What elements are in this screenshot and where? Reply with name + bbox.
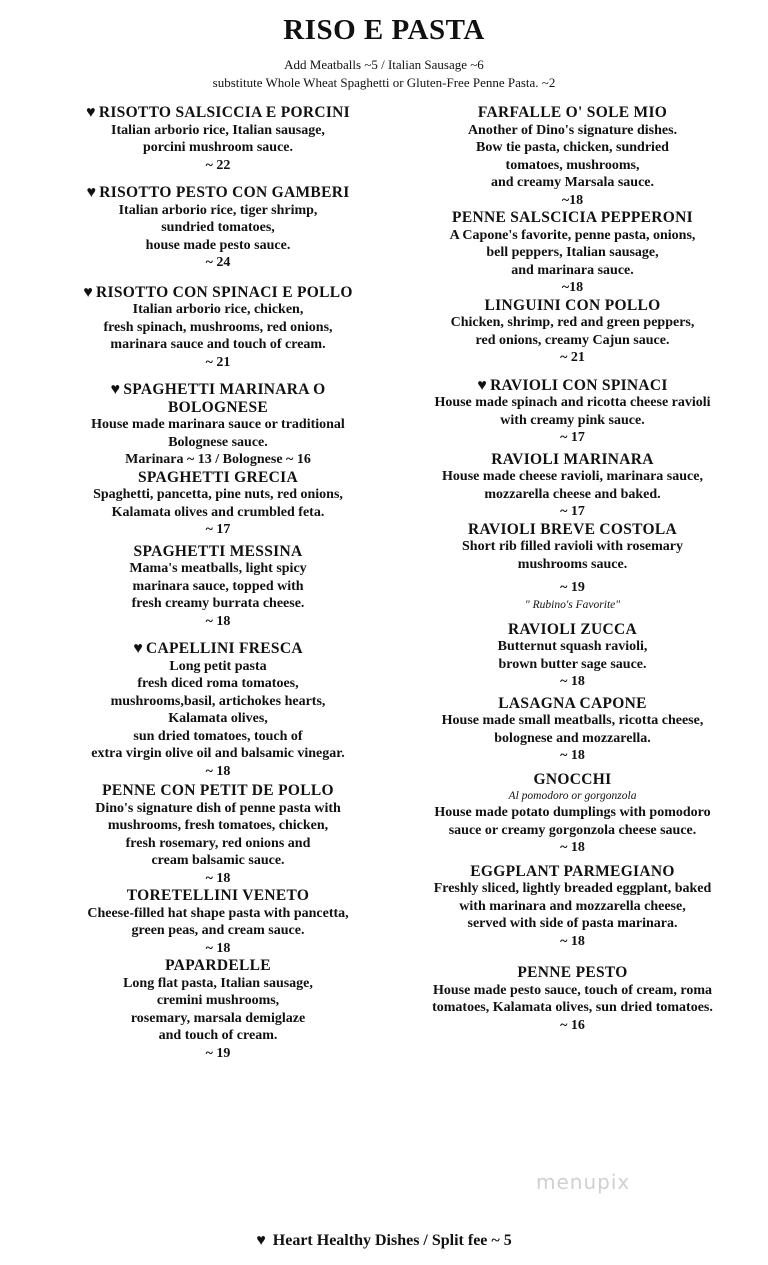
item-name bbox=[18, 184, 418, 202]
item-name-text: LINGUINI CON POLLO bbox=[484, 296, 661, 314]
item-name bbox=[18, 469, 418, 487]
menu-item bbox=[18, 284, 418, 372]
item-name-text: RISOTTO SALSICCIA E PORCINI bbox=[98, 104, 350, 121]
item-description-line: House made potato dumplings with pomodoro bbox=[434, 805, 711, 820]
item-price: ~18 bbox=[561, 280, 584, 295]
menu-item bbox=[385, 695, 760, 765]
item-description-line: tomatoes, mushrooms, bbox=[505, 157, 640, 173]
item-description-line: green peas, and cream sauce. bbox=[131, 923, 305, 938]
item-name-text: SPAGHETTI MESSINA bbox=[133, 542, 303, 560]
item-description-line: Italian arborio rice, chicken, bbox=[132, 302, 304, 317]
item-description-line: with creamy pink sauce. bbox=[500, 412, 645, 428]
item-description-line: brown butter sage sauce. bbox=[498, 656, 647, 672]
item-note: " Rubino's Favorite" bbox=[524, 598, 621, 611]
item-name-text: PAPARDELLE bbox=[165, 957, 271, 974]
item-description-line: Italian arborio rice, Italian sausage, bbox=[111, 122, 325, 138]
menu-item bbox=[385, 964, 760, 1034]
item-description-line: cream balsamic sauce. bbox=[151, 853, 285, 868]
item-description-line: extra virgin olive oil and balsamic vinegar. bbox=[91, 746, 345, 761]
item-name-text: RAVIOLI BREVE COSTOLA bbox=[467, 520, 677, 538]
item-name bbox=[385, 964, 760, 982]
item-name-text: BOLOGNESE bbox=[167, 398, 269, 416]
item-description-line: Kalamata olives, bbox=[168, 711, 268, 726]
item-name-text: CAPELLINI FRESCA bbox=[146, 640, 303, 657]
item-price: ~ 18 bbox=[560, 674, 585, 689]
menu-item bbox=[18, 887, 418, 957]
item-description-line: sun dried tomatoes, touch of bbox=[133, 728, 303, 744]
item-name bbox=[385, 863, 760, 881]
item-price: ~ 24 bbox=[205, 255, 231, 270]
item-description-line: Spaghetti, pancetta, pine nuts, red onions, bbox=[93, 487, 343, 502]
item-description-line: fresh diced roma tomatoes, bbox=[137, 676, 299, 691]
item-description-line: Dino's signature dish of penne pasta with bbox=[95, 800, 341, 816]
item-description-line: and touch of cream. bbox=[158, 1028, 278, 1043]
item-description-line: House made pesto sauce, touch of cream, roma bbox=[432, 982, 713, 998]
item-description-line: marinara sauce, topped with bbox=[132, 578, 304, 594]
item-name-text: GNOCCHI bbox=[533, 770, 612, 788]
item-description-line: rosemary, marsala demiglaze bbox=[130, 1010, 306, 1026]
item-description-line: Marinara ~ 13 / Bolognese ~ 16 bbox=[125, 452, 311, 467]
menu-item bbox=[385, 451, 760, 521]
item-description-line: and marinara sauce. bbox=[511, 262, 634, 278]
item-price: ~ 18 bbox=[560, 933, 585, 949]
heart-icon: ♥ bbox=[86, 104, 96, 121]
item-description-line: Bow tie pasta, chicken, sundried bbox=[476, 140, 669, 155]
item-name-text: PENNE SALSCICIA PEPPERONI bbox=[452, 209, 693, 226]
item-price: ~ 22 bbox=[205, 157, 231, 173]
item-description-line: sauce or creamy gorgonzola cheese sauce. bbox=[448, 822, 697, 838]
item-name bbox=[18, 381, 418, 399]
item-description-line: Mama's meatballs, light spicy bbox=[129, 561, 307, 576]
item-description-line: Cheese-filled hat shape pasta with pancetta, bbox=[87, 905, 349, 921]
item-name-text: RAVIOLI ZUCCA bbox=[508, 620, 637, 638]
item-description-line: Italian arborio rice, tiger shrimp, bbox=[118, 202, 318, 218]
item-description-line: Chicken, shrimp, red and green peppers, bbox=[450, 315, 695, 330]
item-description-line: cremini mushrooms, bbox=[156, 993, 280, 1008]
item-description-line: mushrooms, fresh tomatoes, chicken, bbox=[107, 818, 329, 833]
item-description-line: porcini mushroom sauce. bbox=[143, 140, 293, 155]
item-name bbox=[18, 284, 418, 302]
item-name-text: TORETELLINI VENETO bbox=[126, 887, 310, 904]
item-description-line: House made spinach and ricotta cheese ravioli bbox=[434, 395, 711, 410]
item-subtitle: Al pomodoro or gorgonzola bbox=[508, 790, 637, 802]
menu-item bbox=[385, 521, 760, 613]
item-description-line: with marinara and mozzarella cheese, bbox=[459, 898, 686, 914]
menu-item bbox=[18, 104, 418, 174]
item-name-text: RISOTTO PESTO CON GAMBERI bbox=[99, 184, 350, 201]
item-name bbox=[385, 377, 760, 395]
item-description-line: Short rib filled ravioli with rosemary bbox=[462, 539, 683, 554]
item-price: ~ 18 bbox=[560, 840, 585, 855]
item-price: ~ 18 bbox=[205, 940, 231, 956]
item-name bbox=[385, 621, 760, 639]
item-name-text: FARFALLE O' SOLE MIO bbox=[477, 104, 668, 121]
menu-item bbox=[385, 209, 760, 297]
item-description-line: bolognese and mozzarella. bbox=[494, 730, 651, 746]
menu-item bbox=[385, 297, 760, 367]
item-price: ~ 17 bbox=[560, 504, 585, 519]
item-price: ~ 17 bbox=[560, 430, 585, 445]
item-name-text: RAVIOLI MARINARA bbox=[491, 450, 654, 468]
menu-item bbox=[18, 381, 418, 469]
heart-icon: ♥ bbox=[83, 283, 94, 301]
item-description-line: fresh rosemary, red onions and bbox=[125, 835, 311, 851]
item-price: ~ 18 bbox=[205, 613, 231, 629]
item-name bbox=[18, 399, 418, 417]
item-description-line: and creamy Marsala sauce. bbox=[490, 175, 655, 190]
item-description-line: sundried tomatoes, bbox=[161, 220, 275, 235]
item-description-line: tomatoes, Kalamata olives, sun dried tomatoes. bbox=[432, 1000, 713, 1015]
footer-text: Heart Healthy Dishes / Split fee ~ 5 bbox=[272, 1232, 512, 1249]
item-name bbox=[18, 543, 418, 561]
menu-item bbox=[385, 771, 760, 857]
item-description-line: Butternut squash ravioli, bbox=[497, 639, 648, 654]
right-column bbox=[385, 104, 760, 1034]
menu-item bbox=[18, 184, 418, 272]
footer-note bbox=[0, 1232, 768, 1250]
left-column bbox=[18, 104, 418, 1062]
menu-item bbox=[385, 863, 760, 951]
item-price: ~ 19 bbox=[205, 1045, 231, 1061]
item-price: ~18 bbox=[561, 192, 584, 208]
item-price: ~ 16 bbox=[560, 1017, 585, 1033]
item-name-text: RAVIOLI CON SPINACI bbox=[490, 376, 668, 394]
item-description-line: mushrooms sauce. bbox=[517, 556, 628, 572]
item-name-text: PENNE CON PETIT DE POLLO bbox=[102, 782, 334, 799]
heart-icon: ♥ bbox=[86, 184, 97, 201]
menu-item bbox=[385, 621, 760, 691]
item-name bbox=[385, 209, 760, 227]
watermark-logo: menupix bbox=[536, 1170, 631, 1194]
item-price: ~ 18 bbox=[205, 870, 231, 886]
item-description-line: Long petit pasta bbox=[169, 658, 267, 674]
item-description-line: fresh spinach, mushrooms, red onions, bbox=[103, 319, 333, 335]
item-name-text: PENNE PESTO bbox=[517, 964, 628, 981]
menu-item bbox=[18, 782, 418, 887]
item-name-text: LASAGNA CAPONE bbox=[498, 694, 647, 712]
item-description-line: A Capone's favorite, penne pasta, onions, bbox=[449, 227, 696, 243]
heart-icon: ♥ bbox=[110, 381, 121, 398]
item-description-line: Long flat pasta, Italian sausage, bbox=[123, 975, 313, 991]
item-name bbox=[18, 782, 418, 800]
menu-item bbox=[18, 543, 418, 631]
item-description-line: Another of Dino's signature dishes. bbox=[467, 122, 678, 138]
item-description-line: Kalamata olives and crumbled feta. bbox=[111, 504, 325, 520]
item-description-line: bell peppers, Italian sausage, bbox=[486, 245, 659, 260]
menu-item bbox=[18, 957, 418, 1062]
item-description-line: Freshly sliced, lightly breaded eggplant, baked bbox=[433, 881, 712, 896]
item-description-line: Bolognese sauce. bbox=[168, 434, 268, 450]
item-description-line: red onions, creamy Cajun sauce. bbox=[475, 332, 670, 348]
page-title: RISO E PASTA bbox=[283, 14, 485, 46]
item-name bbox=[385, 695, 760, 713]
item-price: ~ 19 bbox=[560, 580, 585, 595]
item-price: ~ 18 bbox=[205, 763, 231, 779]
item-name-text: EGGPLANT PARMEGIANO bbox=[470, 862, 675, 880]
item-name-text: SPAGHETTI MARINARA O bbox=[123, 381, 326, 398]
item-description-line: House made cheese ravioli, marinara sauce, bbox=[442, 469, 703, 484]
item-name bbox=[18, 887, 418, 905]
item-name-text: SPAGHETTI GRECIA bbox=[138, 468, 298, 486]
item-description-line: house made pesto sauce. bbox=[145, 237, 291, 253]
item-name bbox=[385, 104, 760, 122]
item-description-line: House made marinara sauce or traditional bbox=[91, 417, 345, 432]
item-description-line: mushrooms,basil, artichokes hearts, bbox=[110, 693, 326, 709]
menu-item bbox=[18, 469, 418, 539]
item-name bbox=[385, 297, 760, 315]
item-name bbox=[18, 640, 418, 658]
item-description-line: marinara sauce and touch of cream. bbox=[110, 337, 326, 352]
heart-icon: ♥ bbox=[256, 1232, 266, 1249]
heart-icon: ♥ bbox=[133, 640, 143, 657]
item-name bbox=[385, 771, 760, 789]
item-name-text: RISOTTO CON SPINACI E POLLO bbox=[96, 283, 353, 301]
item-price: ~ 18 bbox=[560, 748, 585, 763]
menu-item bbox=[385, 104, 760, 209]
item-name bbox=[385, 521, 760, 539]
item-description-line: fresh creamy burrata cheese. bbox=[131, 596, 305, 611]
item-description-line: mozzarella cheese and baked. bbox=[484, 486, 661, 502]
item-price: ~ 17 bbox=[205, 522, 231, 537]
heart-icon: ♥ bbox=[477, 376, 488, 394]
menu-item bbox=[18, 640, 418, 780]
addons-note: Add Meatballs ~5 / Italian Sausage ~6 bbox=[284, 57, 484, 72]
item-name bbox=[18, 104, 418, 122]
item-name bbox=[18, 957, 418, 975]
item-price: ~ 21 bbox=[205, 354, 231, 370]
substitute-note: substitute Whole Wheat Spaghetti or Gluten-Free Penne Pasta. ~2 bbox=[212, 75, 556, 90]
item-description-line: served with side of pasta marinara. bbox=[467, 916, 678, 931]
item-price: ~ 21 bbox=[560, 350, 585, 365]
menu-item bbox=[385, 377, 760, 447]
item-description-line: House made small meatballs, ricotta cheese, bbox=[441, 713, 704, 728]
item-name bbox=[385, 451, 760, 469]
